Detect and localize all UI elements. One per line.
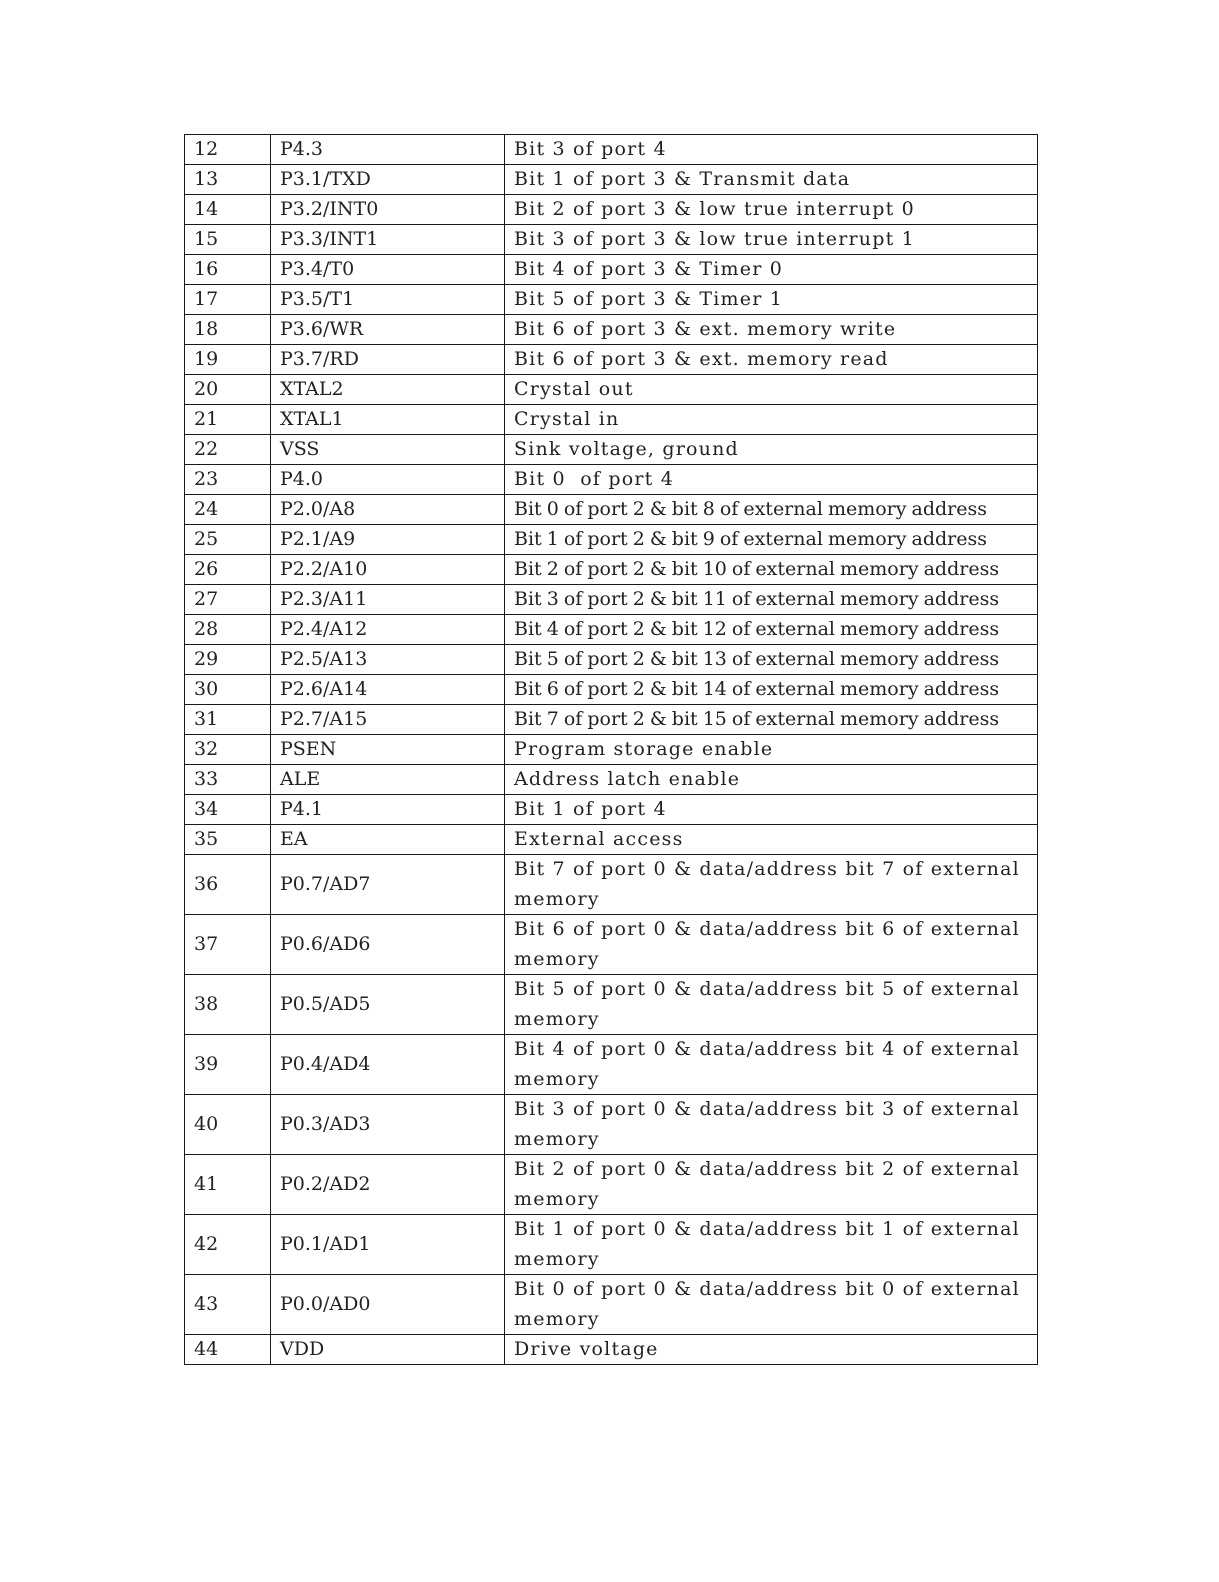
pin-number: 14 [185,195,271,225]
pin-description: Bit 7 of port 0 & data/address bit 7 of external memory [505,855,1038,915]
table-row [185,795,1038,825]
pin-name: XTAL1 [271,405,505,435]
pin-name: P2.0/A8 [271,495,505,525]
pin-description: Address latch enable [505,765,1038,795]
pin-number: 20 [185,375,271,405]
pin-number: 34 [185,795,271,825]
pin-description: Bit 5 of port 2 & bit 13 of external memory address [505,645,1038,675]
table-row [185,255,1038,285]
pin-description: Bit 6 of port 3 & ext. memory read [505,345,1038,375]
pin-name: P2.6/A14 [271,675,505,705]
table-row [185,1215,1038,1275]
pin-name: P3.2/INT0 [271,195,505,225]
pin-name: ALE [271,765,505,795]
pin-description: Bit 1 of port 0 & data/address bit 1 of external memory [505,1215,1038,1275]
pin-name: P0.6/AD6 [271,915,505,975]
pin-number: 30 [185,675,271,705]
pin-number: 39 [185,1035,271,1095]
pin-number: 31 [185,705,271,735]
pin-description: Bit 4 of port 3 & Timer 0 [505,255,1038,285]
pin-name: P4.1 [271,795,505,825]
table-row [185,315,1038,345]
table-row [185,615,1038,645]
table-row [185,225,1038,255]
pin-description: Bit 1 of port 4 [505,795,1038,825]
pin-table-body [185,135,1038,1365]
table-row [185,345,1038,375]
pin-name: P2.3/A11 [271,585,505,615]
pin-description: Bit 2 of port 0 & data/address bit 2 of external memory [505,1155,1038,1215]
pin-name: P3.1/TXD [271,165,505,195]
table-row [185,435,1038,465]
pin-name: P0.5/AD5 [271,975,505,1035]
pin-number: 12 [185,135,271,165]
pin-description: Bit 5 of port 3 & Timer 1 [505,285,1038,315]
pin-name: VDD [271,1335,505,1365]
pin-name: P0.0/AD0 [271,1275,505,1335]
table-row [185,525,1038,555]
pin-description: Crystal out [505,375,1038,405]
pin-description: Bit 0 of port 0 & data/address bit 0 of external memory [505,1275,1038,1335]
table-row [185,645,1038,675]
table-row [185,735,1038,765]
pin-number: 28 [185,615,271,645]
pin-number: 22 [185,435,271,465]
pin-description: Drive voltage [505,1335,1038,1365]
pin-number: 44 [185,1335,271,1365]
pin-name: P0.3/AD3 [271,1095,505,1155]
table-row [185,1155,1038,1215]
pin-description: Bit 7 of port 2 & bit 15 of external memory address [505,705,1038,735]
pin-name: P2.1/A9 [271,525,505,555]
pin-number: 33 [185,765,271,795]
pin-description: Bit 0 of port 2 & bit 8 of external memory address [505,495,1038,525]
pin-name: P3.7/RD [271,345,505,375]
pin-name: P0.1/AD1 [271,1215,505,1275]
pin-name: PSEN [271,735,505,765]
pin-name: P3.6/WR [271,315,505,345]
pin-description: Bit 2 of port 2 & bit 10 of external memory address [505,555,1038,585]
pin-description-table [184,134,1038,1365]
table-row [185,195,1038,225]
pin-number: 24 [185,495,271,525]
pin-number: 32 [185,735,271,765]
pin-number: 35 [185,825,271,855]
pin-name: VSS [271,435,505,465]
table-row [185,135,1038,165]
pin-number: 21 [185,405,271,435]
pin-description: Bit 3 of port 0 & data/address bit 3 of external memory [505,1095,1038,1155]
pin-number: 13 [185,165,271,195]
pin-name: P0.7/AD7 [271,855,505,915]
table-row [185,165,1038,195]
pin-description: Bit 6 of port 3 & ext. memory write [505,315,1038,345]
pin-name: P2.7/A15 [271,705,505,735]
pin-description: Bit 2 of port 3 & low true interrupt 0 [505,195,1038,225]
pin-name: P2.5/A13 [271,645,505,675]
pin-number: 40 [185,1095,271,1155]
pin-description: Bit 4 of port 2 & bit 12 of external memory address [505,615,1038,645]
pin-number: 42 [185,1215,271,1275]
pin-number: 41 [185,1155,271,1215]
table-row [185,555,1038,585]
pin-name: P0.4/AD4 [271,1035,505,1095]
pin-name: P4.0 [271,465,505,495]
pin-number: 26 [185,555,271,585]
pin-name: P2.2/A10 [271,555,505,585]
pin-name: P3.3/INT1 [271,225,505,255]
table-row [185,1275,1038,1335]
pin-description: Crystal in [505,405,1038,435]
pin-number: 15 [185,225,271,255]
table-row [185,855,1038,915]
pin-name: P2.4/A12 [271,615,505,645]
table-row [185,675,1038,705]
pin-description: Bit 3 of port 2 & bit 11 of external memory address [505,585,1038,615]
pin-number: 43 [185,1275,271,1335]
pin-description: Bit 0 of port 4 [505,465,1038,495]
table-row [185,825,1038,855]
pin-number: 36 [185,855,271,915]
pin-number: 25 [185,525,271,555]
pin-number: 37 [185,915,271,975]
pin-number: 29 [185,645,271,675]
pin-description: Bit 1 of port 2 & bit 9 of external memory address [505,525,1038,555]
pin-description: Program storage enable [505,735,1038,765]
pin-description: Bit 6 of port 0 & data/address bit 6 of external memory [505,915,1038,975]
pin-name: EA [271,825,505,855]
table-row [185,705,1038,735]
pin-name: P4.3 [271,135,505,165]
pin-description: Bit 1 of port 3 & Transmit data [505,165,1038,195]
pin-number: 17 [185,285,271,315]
pin-number: 38 [185,975,271,1035]
table-row [185,975,1038,1035]
table-row [185,285,1038,315]
pin-description: Bit 6 of port 2 & bit 14 of external memory address [505,675,1038,705]
pin-name: P3.4/T0 [271,255,505,285]
table-row [185,1035,1038,1095]
table-row [185,585,1038,615]
pin-number: 19 [185,345,271,375]
table-row [185,375,1038,405]
table-row [185,1095,1038,1155]
table-row [185,765,1038,795]
pin-number: 27 [185,585,271,615]
pin-number: 18 [185,315,271,345]
pin-number: 23 [185,465,271,495]
pin-description: Bit 5 of port 0 & data/address bit 5 of external memory [505,975,1038,1035]
pin-description: Bit 3 of port 4 [505,135,1038,165]
table-row [185,495,1038,525]
pin-description: Bit 4 of port 0 & data/address bit 4 of external memory [505,1035,1038,1095]
table-row [185,405,1038,435]
pin-name: P3.5/T1 [271,285,505,315]
pin-description: External access [505,825,1038,855]
table-row [185,465,1038,495]
pin-description: Sink voltage, ground [505,435,1038,465]
pin-name: XTAL2 [271,375,505,405]
table-row [185,915,1038,975]
pin-number: 16 [185,255,271,285]
pin-name: P0.2/AD2 [271,1155,505,1215]
pin-description: Bit 3 of port 3 & low true interrupt 1 [505,225,1038,255]
table-row [185,1335,1038,1365]
